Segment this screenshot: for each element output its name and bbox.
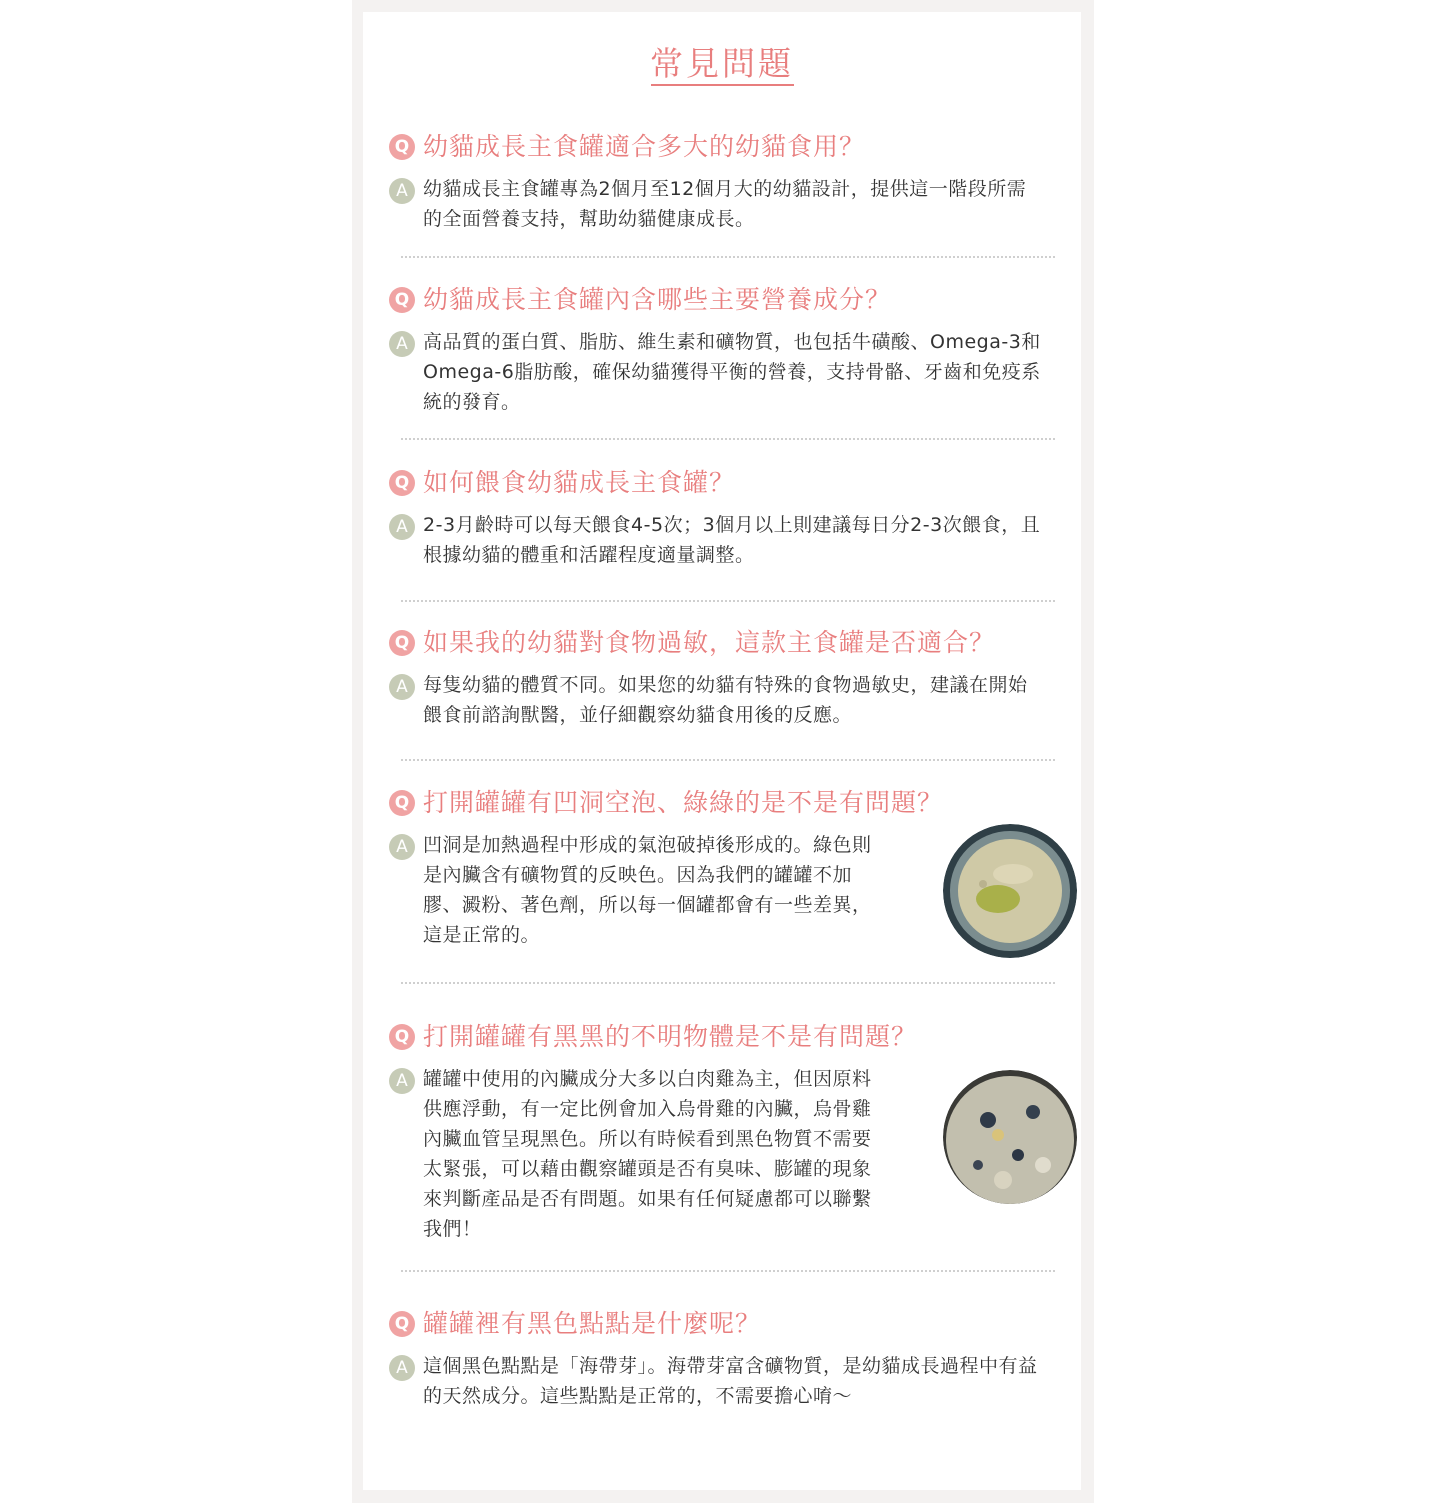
faq-item xyxy=(389,281,1055,417)
faq-item xyxy=(389,128,1055,234)
question-row xyxy=(389,1305,1055,1345)
a-badge: A xyxy=(389,1355,415,1381)
question-row xyxy=(389,1018,1055,1058)
q-badge: Q xyxy=(389,790,415,816)
faq-card xyxy=(363,12,1081,1490)
answer-row xyxy=(389,1351,1055,1411)
question-text: 幼貓成長主食罐內含哪些主要營養成分？ xyxy=(423,285,892,314)
answer-text: 幼貓成長主食罐專為2個月至12個月大的幼貓設計，提供這一階段所需的全面營養支持，幫助幼貓健康成長。 xyxy=(423,178,1027,230)
answer-text: 高品質的蛋白質、脂肪、維生素和礦物質，也包括牛磺酸、Omega-3和Omega-6脂肪酸，確保幼貓獲得平衡的營養，支持骨骼、牙齒和免疫系統的發育。 xyxy=(423,331,1041,413)
divider xyxy=(401,256,1055,258)
q-badge: Q xyxy=(389,630,415,656)
page-title: 常見問題 xyxy=(650,44,794,83)
question-text: 如何餵食幼貓成長主食罐？ xyxy=(423,468,736,497)
question-text: 幼貓成長主食罐適合多大的幼貓食用？ xyxy=(423,132,866,161)
answer-row xyxy=(389,670,1055,730)
can-photo-green xyxy=(943,824,1077,958)
a-badge: A xyxy=(389,178,415,204)
q-badge: Q xyxy=(389,470,415,496)
question-row xyxy=(389,128,1055,168)
divider xyxy=(401,759,1055,761)
q-badge: Q xyxy=(389,1024,415,1050)
answer-row xyxy=(389,174,1055,234)
divider xyxy=(401,982,1055,984)
faq-item xyxy=(389,464,1055,570)
title-underline xyxy=(651,84,794,86)
divider xyxy=(401,438,1055,440)
divider xyxy=(401,600,1055,602)
question-text: 罐罐裡有黑色點點是什麼呢？ xyxy=(423,1309,762,1338)
q-badge: Q xyxy=(389,287,415,313)
q-badge: Q xyxy=(389,1311,415,1337)
question-row xyxy=(389,624,1055,664)
can-photo-black xyxy=(943,1070,1077,1204)
question-text: 如果我的幼貓對食物過敏，這款主食罐是否適合？ xyxy=(423,628,996,657)
faq-item xyxy=(389,1305,1055,1411)
a-badge: A xyxy=(389,674,415,700)
question-text: 打開罐罐有凹洞空泡、綠綠的是不是有問題？ xyxy=(423,788,944,817)
answer-text: 凹洞是加熱過程中形成的氣泡破掉後形成的。綠色則是內臟含有礦物質的反映色。因為我們的罐罐不加膠、澱粉、著色劑，所以每一個罐都會有一些差異，這是正常的。 xyxy=(423,834,872,946)
answer-row xyxy=(389,327,1055,417)
a-badge: A xyxy=(389,514,415,540)
answer-text: 2-3月齡時可以每天餵食4-5次；3個月以上則建議每日分2-3次餵食，且根據幼貓的體重和活躍程度適量調整。 xyxy=(423,514,1041,566)
question-row xyxy=(389,784,1055,824)
answer-text: 罐罐中使用的內臟成分大多以白肉雞為主，但因原料供應浮動，有一定比例會加入烏骨雞的內臟，烏骨雞內臟血管呈現黑色。所以有時候看到黑色物質不需要太緊張，可以藉由觀察罐頭是否有臭味、膨罐的現象來判斷產品是否有問題。如果有任何疑慮都可以聯繫我們！ xyxy=(423,1068,872,1240)
divider xyxy=(401,1270,1055,1272)
a-badge: A xyxy=(389,331,415,357)
question-text: 打開罐罐有黑黑的不明物體是不是有問題？ xyxy=(423,1022,918,1051)
answer-text: 這個黑色點點是「海帶芽」。海帶芽富含礦物質，是幼貓成長過程中有益的天然成分。這些點點是正常的，不需要擔心唷～ xyxy=(423,1355,1038,1407)
faq-item xyxy=(389,624,1055,730)
question-row xyxy=(389,464,1055,504)
answer-row xyxy=(389,510,1055,570)
a-badge: A xyxy=(389,834,415,860)
answer-text: 每隻幼貓的體質不同。如果您的幼貓有特殊的食物過敏史，建議在開始餵食前諮詢獸醫，並仔細觀察幼貓食用後的反應。 xyxy=(423,674,1028,726)
a-badge: A xyxy=(389,1068,415,1094)
q-badge: Q xyxy=(389,134,415,160)
question-row xyxy=(389,281,1055,321)
